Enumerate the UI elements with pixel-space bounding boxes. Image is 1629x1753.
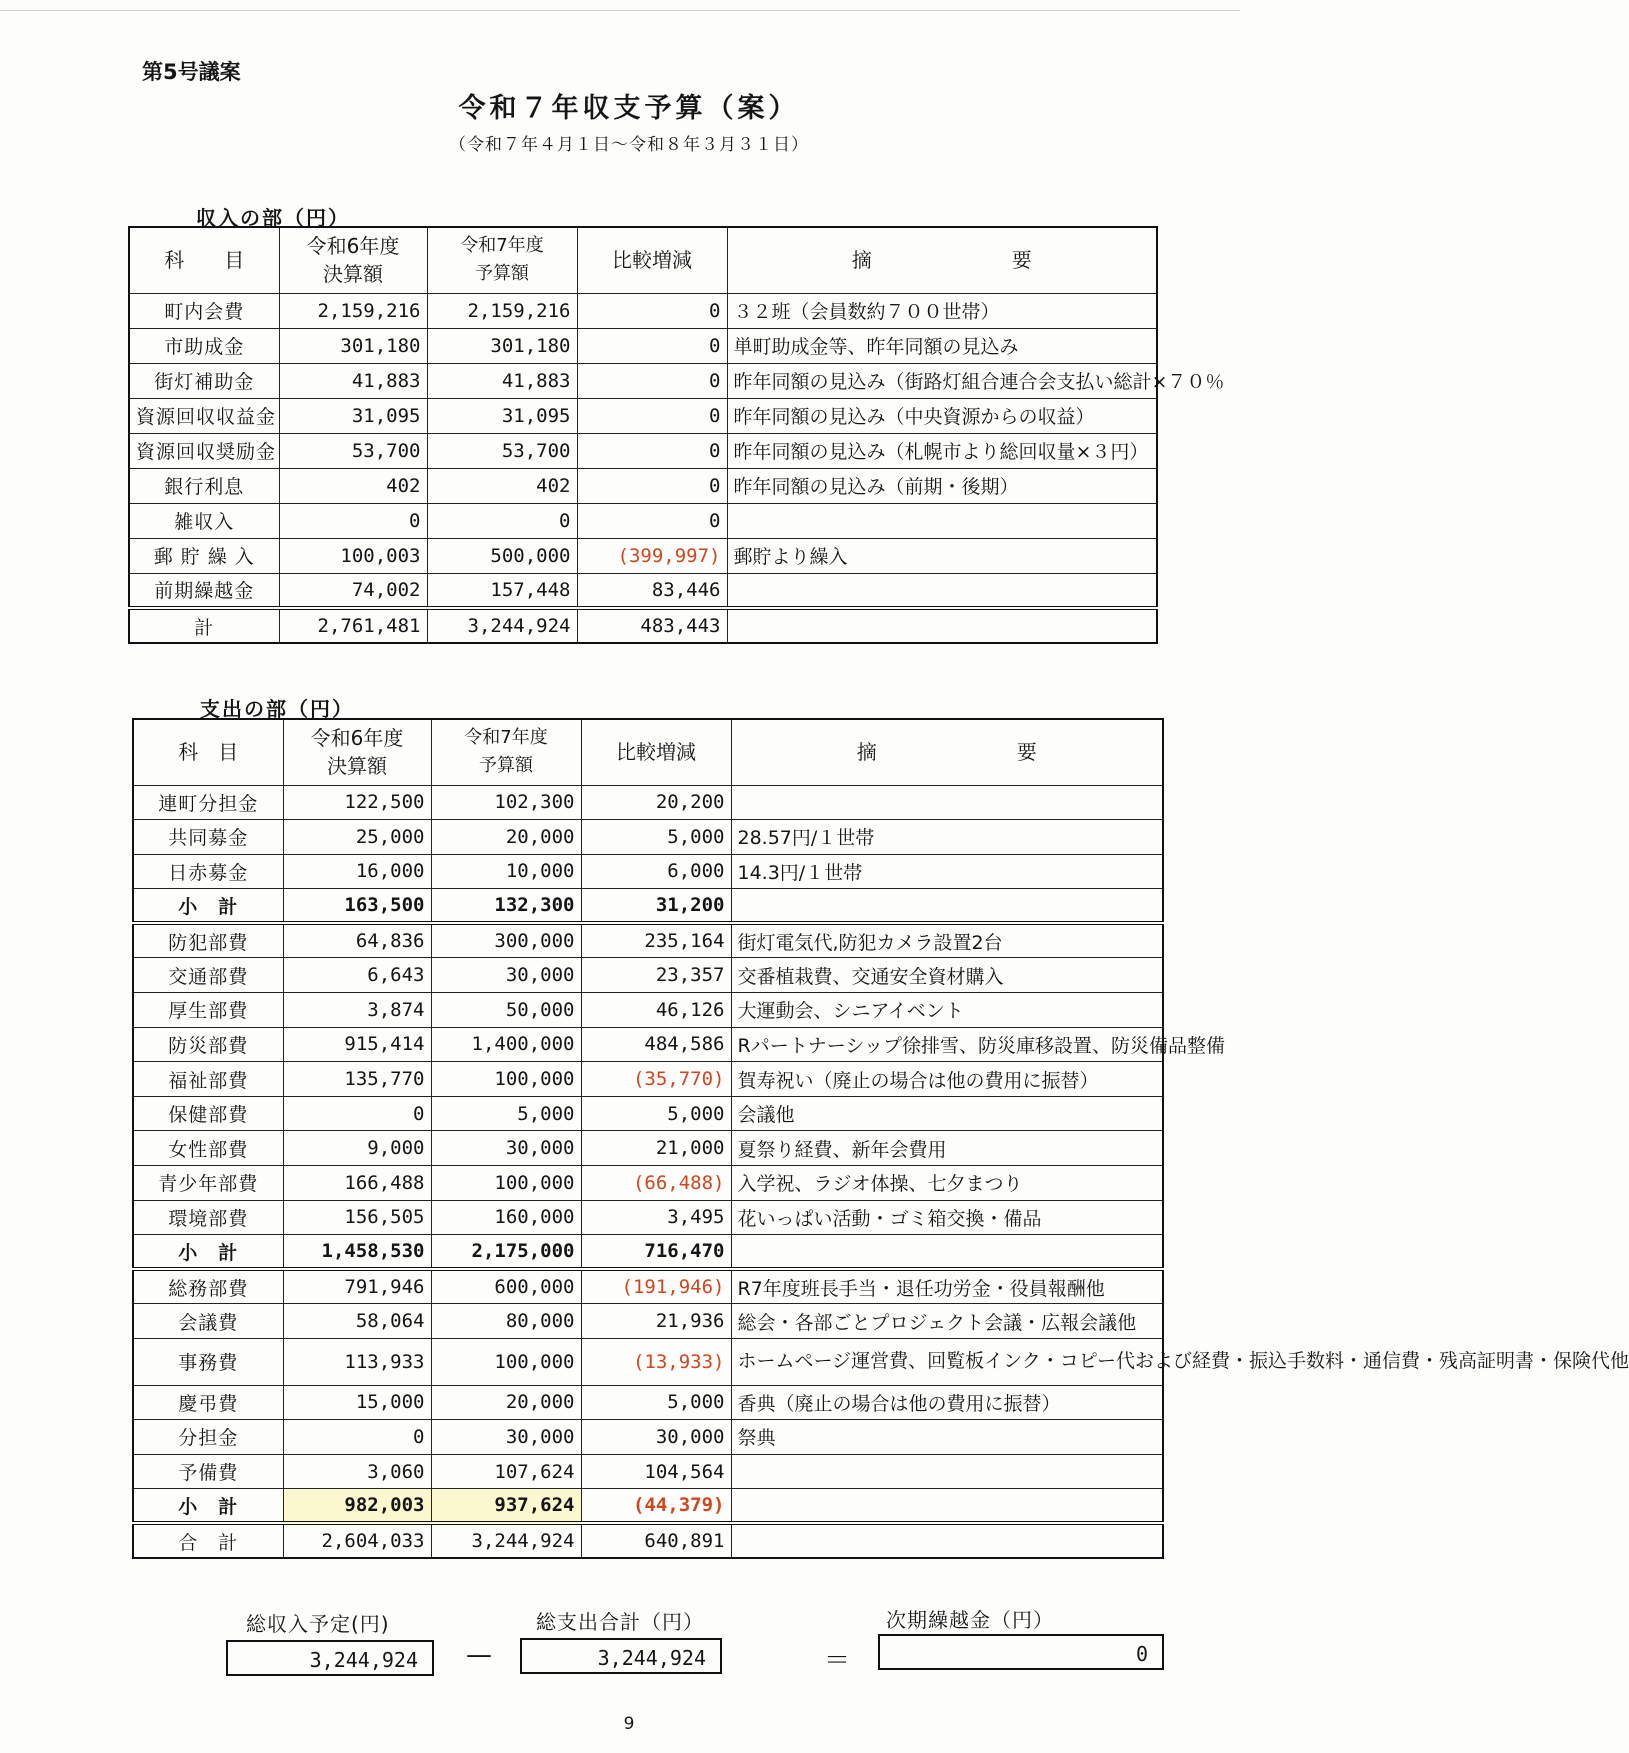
next-carryover-box: 0	[878, 1634, 1164, 1670]
row-prev-year-actual: 1,458,530	[283, 1235, 431, 1270]
row-difference: 640,891	[581, 1523, 731, 1558]
row-this-year-budget: 53,700	[427, 433, 577, 468]
row-this-year-budget: 102,300	[431, 785, 581, 820]
row-difference: 104,564	[581, 1454, 731, 1489]
table-row	[133, 1304, 1163, 1339]
row-difference: 5,000	[581, 820, 731, 855]
row-remarks	[727, 608, 1157, 643]
row-item-name: 環境部費	[133, 1200, 283, 1235]
agenda-number: 第5号議案	[142, 60, 241, 84]
row-difference: 0	[577, 328, 727, 363]
row-difference: 6,000	[581, 854, 731, 889]
page-number: 9	[623, 1714, 635, 1734]
row-difference: (191,946)	[581, 1269, 731, 1304]
row-this-year-budget: 500,000	[427, 538, 577, 573]
row-prev-year-actual: 402	[279, 468, 427, 503]
row-remarks: 会議他	[731, 1096, 1163, 1131]
row-prev-year-actual: 122,500	[283, 785, 431, 820]
expense-header-row	[133, 719, 1163, 785]
row-prev-year-actual: 64,836	[283, 923, 431, 958]
row-remarks: 交番植栽費、交通安全資材購入	[731, 958, 1163, 993]
row-this-year-budget: 41,883	[427, 363, 577, 398]
table-row	[129, 398, 1157, 433]
row-prev-year-actual: 53,700	[279, 433, 427, 468]
table-row	[133, 785, 1163, 820]
row-this-year-budget: 5,000	[431, 1096, 581, 1131]
row-this-year-budget: 1,400,000	[431, 1027, 581, 1062]
table-row	[133, 1339, 1163, 1386]
fiscal-period: （令和７年４月１日～令和８年３月３１日）	[449, 135, 809, 155]
row-item-name: 福祉部費	[133, 1062, 283, 1097]
table-row	[133, 1385, 1163, 1420]
table-row	[133, 1200, 1163, 1235]
row-this-year-budget: 50,000	[431, 993, 581, 1028]
row-difference: (44,379)	[581, 1489, 731, 1524]
header-prev-year-actual: 令和6年度 決算額	[279, 227, 427, 293]
row-this-year-budget: 100,000	[431, 1166, 581, 1201]
row-item-name: 合 計	[133, 1523, 283, 1558]
header-item: 科 目	[129, 227, 279, 293]
row-remarks: ホームページ運営費、回覧板インク・コピー代および経費・振込手数料・通信費・残高証明書・保険代他	[731, 1339, 1163, 1386]
table-row	[129, 433, 1157, 468]
row-remarks	[731, 889, 1163, 924]
row-difference: 484,586	[581, 1027, 731, 1062]
row-remarks: 入学祝、ラジオ体操、七夕まつり	[731, 1166, 1163, 1201]
row-difference: 83,446	[577, 573, 727, 608]
row-remarks: ３２班（会員数約７００世帯）	[727, 293, 1157, 328]
row-this-year-budget: 600,000	[431, 1269, 581, 1304]
row-item-name: 銀行利息	[129, 468, 279, 503]
total-income-label: 総収入予定(円)	[246, 1612, 390, 1636]
income-header-row	[129, 227, 1157, 293]
row-item-name: 厚生部費	[133, 993, 283, 1028]
row-this-year-budget: 2,159,216	[427, 293, 577, 328]
row-difference: 30,000	[581, 1420, 731, 1455]
row-remarks: 大運動会、シニアイベント	[731, 993, 1163, 1028]
table-row	[133, 1027, 1163, 1062]
row-prev-year-actual: 166,488	[283, 1166, 431, 1201]
income-table	[128, 226, 1225, 644]
row-item-name: 資源回収奨励金	[129, 433, 279, 468]
table-row	[133, 854, 1163, 889]
row-difference: 5,000	[581, 1385, 731, 1420]
equals-sign: ＝	[824, 1646, 851, 1676]
row-prev-year-actual: 791,946	[283, 1269, 431, 1304]
row-remarks: 昨年同額の見込み（札幌市より総回収量×３円）	[727, 433, 1157, 468]
row-prev-year-actual: 100,003	[279, 538, 427, 573]
row-item-name: 防災部費	[133, 1027, 283, 1062]
table-row	[133, 958, 1163, 993]
row-item-name: 保健部費	[133, 1096, 283, 1131]
row-this-year-budget: 100,000	[431, 1339, 581, 1386]
row-prev-year-actual: 31,095	[279, 398, 427, 433]
table-row	[133, 923, 1163, 958]
row-prev-year-actual: 113,933	[283, 1339, 431, 1386]
page-title: 令和７年収支予算（案）	[458, 93, 800, 124]
row-difference: 0	[577, 503, 727, 538]
table-row	[133, 820, 1163, 855]
row-this-year-budget: 10,000	[431, 854, 581, 889]
row-difference: 716,470	[581, 1235, 731, 1270]
table-row	[129, 328, 1157, 363]
row-remarks	[731, 1489, 1163, 1524]
row-prev-year-actual: 41,883	[279, 363, 427, 398]
row-remarks	[731, 1523, 1163, 1558]
table-row	[133, 1269, 1163, 1304]
row-this-year-budget: 0	[427, 503, 577, 538]
row-this-year-budget: 30,000	[431, 1131, 581, 1166]
minus-sign: —	[466, 1640, 492, 1670]
row-remarks: 総会・各部ごとプロジェクト会議・広報会議他	[731, 1304, 1163, 1339]
table-row	[133, 1454, 1163, 1489]
row-item-name: 前期繰越金	[129, 573, 279, 608]
table-row	[129, 293, 1157, 328]
row-prev-year-actual: 2,159,216	[279, 293, 427, 328]
row-item-name: 日赤募金	[133, 854, 283, 889]
row-difference: 235,164	[581, 923, 731, 958]
row-remarks	[731, 785, 1163, 820]
row-item-name: 防犯部費	[133, 923, 283, 958]
row-difference: 5,000	[581, 1096, 731, 1131]
subtotal-row	[133, 889, 1163, 924]
table-row	[133, 1131, 1163, 1166]
row-remarks: 昨年同額の見込み（街路灯組合連合会支払い総計×７０％	[727, 363, 1157, 398]
row-difference: 21,936	[581, 1304, 731, 1339]
row-prev-year-actual: 982,003	[283, 1489, 431, 1524]
row-item-name: 町内会費	[129, 293, 279, 328]
row-remarks: Rパートナーシップ徐排雪、防災庫移設置、防災備品整備	[731, 1027, 1163, 1062]
row-item-name: 小 計	[133, 889, 283, 924]
row-this-year-budget: 132,300	[431, 889, 581, 924]
row-item-name: 計	[129, 608, 279, 643]
row-prev-year-actual: 3,060	[283, 1454, 431, 1489]
row-prev-year-actual: 9,000	[283, 1131, 431, 1166]
total-income-box: 3,244,924	[226, 1640, 434, 1676]
row-this-year-budget: 20,000	[431, 820, 581, 855]
row-this-year-budget: 301,180	[427, 328, 577, 363]
row-remarks	[731, 1454, 1163, 1489]
row-difference: 0	[577, 363, 727, 398]
row-difference: 3,495	[581, 1200, 731, 1235]
expense-table	[132, 718, 1629, 1559]
row-remarks	[731, 1235, 1163, 1270]
header-remarks: 摘 要	[727, 227, 1157, 293]
row-remarks: 祭典	[731, 1420, 1163, 1455]
row-prev-year-actual: 0	[283, 1096, 431, 1131]
row-item-name: 連町分担金	[133, 785, 283, 820]
row-this-year-budget: 100,000	[431, 1062, 581, 1097]
row-difference: 0	[577, 468, 727, 503]
table-row	[133, 1420, 1163, 1455]
row-item-name: 予備費	[133, 1454, 283, 1489]
row-difference: (399,997)	[577, 538, 727, 573]
subtotal-row	[133, 1489, 1163, 1524]
row-prev-year-actual: 2,761,481	[279, 608, 427, 643]
row-prev-year-actual: 163,500	[283, 889, 431, 924]
row-item-name: 事務費	[133, 1339, 283, 1386]
row-difference: (13,933)	[581, 1339, 731, 1386]
row-this-year-budget: 157,448	[427, 573, 577, 608]
row-remarks	[727, 573, 1157, 608]
total-expense-box: 3,244,924	[520, 1638, 722, 1674]
row-remarks: 28.57円/１世帯	[731, 820, 1163, 855]
row-this-year-budget: 80,000	[431, 1304, 581, 1339]
row-this-year-budget: 30,000	[431, 958, 581, 993]
row-this-year-budget: 3,244,924	[431, 1523, 581, 1558]
row-difference: 20,200	[581, 785, 731, 820]
row-item-name: 郵 貯 繰 入	[129, 538, 279, 573]
row-item-name: 女性部費	[133, 1131, 283, 1166]
table-row	[133, 1096, 1163, 1131]
row-difference: 0	[577, 398, 727, 433]
row-item-name: 総務部費	[133, 1269, 283, 1304]
row-item-name: 交通部費	[133, 958, 283, 993]
row-difference: 0	[577, 293, 727, 328]
row-remarks: 香典（廃止の場合は他の費用に振替）	[731, 1385, 1163, 1420]
row-prev-year-actual: 3,874	[283, 993, 431, 1028]
row-this-year-budget: 402	[427, 468, 577, 503]
total-expense-label: 総支出合計（円）	[536, 1610, 704, 1634]
row-prev-year-actual: 6,643	[283, 958, 431, 993]
row-this-year-budget: 30,000	[431, 1420, 581, 1455]
row-prev-year-actual: 0	[283, 1420, 431, 1455]
row-item-name: 青少年部費	[133, 1166, 283, 1201]
row-remarks: 街灯電気代,防犯カメラ設置2台	[731, 923, 1163, 958]
row-prev-year-actual: 915,414	[283, 1027, 431, 1062]
header-item: 科 目	[133, 719, 283, 785]
header-difference: 比較増減	[581, 719, 731, 785]
row-prev-year-actual: 74,002	[279, 573, 427, 608]
header-this-year-budget: 令和7年度 予算額	[431, 719, 581, 785]
row-remarks: R7年度班長手当・退任功労金・役員報酬他	[731, 1269, 1163, 1304]
table-row	[133, 1062, 1163, 1097]
row-prev-year-actual: 156,505	[283, 1200, 431, 1235]
row-this-year-budget: 937,624	[431, 1489, 581, 1524]
row-remarks: 郵貯より繰入	[727, 538, 1157, 573]
row-remarks	[727, 503, 1157, 538]
row-prev-year-actual: 301,180	[279, 328, 427, 363]
table-row	[129, 538, 1157, 573]
row-difference: 0	[577, 433, 727, 468]
row-item-name: 市助成金	[129, 328, 279, 363]
row-this-year-budget: 31,095	[427, 398, 577, 433]
table-row	[129, 468, 1157, 503]
row-remarks: 14.3円/１世帯	[731, 854, 1163, 889]
subtotal-row	[133, 1235, 1163, 1270]
row-this-year-budget: 3,244,924	[427, 608, 577, 643]
row-this-year-budget: 20,000	[431, 1385, 581, 1420]
scan-edge-line	[0, 10, 1240, 11]
row-prev-year-actual: 15,000	[283, 1385, 431, 1420]
row-difference: 31,200	[581, 889, 731, 924]
row-difference: 21,000	[581, 1131, 731, 1166]
row-this-year-budget: 2,175,000	[431, 1235, 581, 1270]
row-item-name: 分担金	[133, 1420, 283, 1455]
header-prev-year-actual: 令和6年度 決算額	[283, 719, 431, 785]
row-difference: 46,126	[581, 993, 731, 1028]
table-row	[129, 363, 1157, 398]
row-prev-year-actual: 25,000	[283, 820, 431, 855]
row-prev-year-actual: 0	[279, 503, 427, 538]
row-this-year-budget: 160,000	[431, 1200, 581, 1235]
row-item-name: 共同募金	[133, 820, 283, 855]
row-prev-year-actual: 58,064	[283, 1304, 431, 1339]
row-item-name: 小 計	[133, 1235, 283, 1270]
row-difference: 483,443	[577, 608, 727, 643]
row-item-name: 会議費	[133, 1304, 283, 1339]
row-item-name: 小 計	[133, 1489, 283, 1524]
row-remarks: 単町助成金等、昨年同額の見込み	[727, 328, 1157, 363]
table-row	[129, 573, 1157, 608]
row-difference: (66,488)	[581, 1166, 731, 1201]
header-difference: 比較増減	[577, 227, 727, 293]
row-remarks: 夏祭り経費、新年会費用	[731, 1131, 1163, 1166]
row-prev-year-actual: 135,770	[283, 1062, 431, 1097]
table-row	[129, 503, 1157, 538]
row-difference: 23,357	[581, 958, 731, 993]
row-remarks: 昨年同額の見込み（前期・後期）	[727, 468, 1157, 503]
row-item-name: 資源回収収益金	[129, 398, 279, 433]
row-prev-year-actual: 16,000	[283, 854, 431, 889]
header-this-year-budget: 令和7年度 予算額	[427, 227, 577, 293]
row-item-name: 慶弔費	[133, 1385, 283, 1420]
row-difference: (35,770)	[581, 1062, 731, 1097]
table-row	[133, 993, 1163, 1028]
total-row	[129, 608, 1157, 643]
row-remarks: 賀寿祝い（廃止の場合は他の費用に振替）	[731, 1062, 1163, 1097]
table-row	[133, 1166, 1163, 1201]
row-item-name: 街灯補助金	[129, 363, 279, 398]
income-section-title: 収入の部（円）	[196, 206, 350, 230]
row-remarks: 昨年同額の見込み（中央資源からの収益）	[727, 398, 1157, 433]
total-row	[133, 1523, 1163, 1558]
expense-section-title: 支出の部（円）	[200, 697, 354, 721]
row-item-name: 雑収入	[129, 503, 279, 538]
row-this-year-budget: 300,000	[431, 923, 581, 958]
header-remarks: 摘 要	[731, 719, 1163, 785]
row-remarks: 花いっぱい活動・ゴミ箱交換・備品	[731, 1200, 1163, 1235]
next-carryover-label: 次期繰越金（円）	[886, 1608, 1054, 1632]
row-this-year-budget: 107,624	[431, 1454, 581, 1489]
row-prev-year-actual: 2,604,033	[283, 1523, 431, 1558]
